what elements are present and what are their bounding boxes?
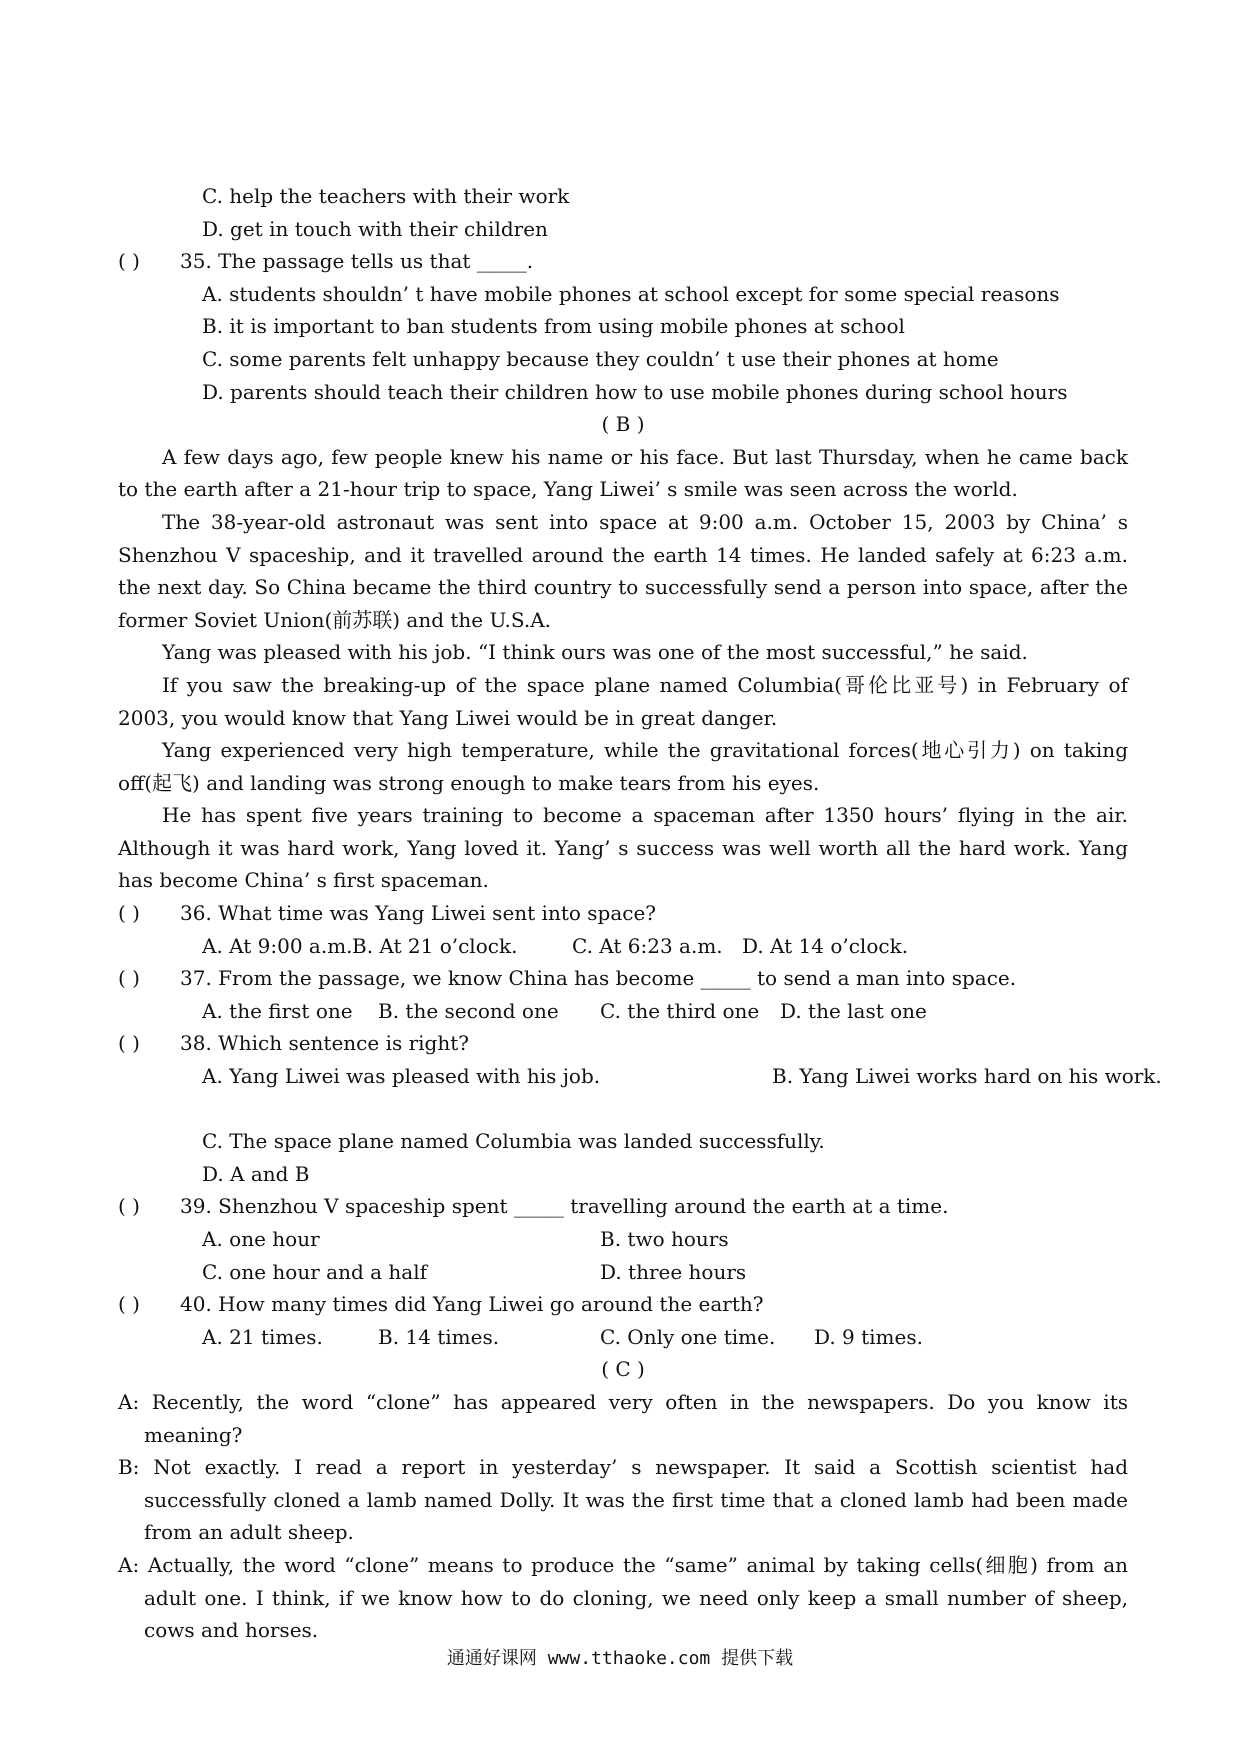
question-40 [118,1288,1128,1321]
q40-options [118,1321,1128,1354]
option-d: D. three hours [600,1259,747,1284]
q36-options [118,930,1128,963]
question-39 [118,1190,1128,1223]
dialogue-line: B: Not exactly. I read a report in yesterday’ s newspaper. It said a Scottish scientist had successfully cloned a lamb named Dolly. It was the first time that a cloned lamb had been made from an adult sheep. [118,1455,1128,1545]
q35-option-d: D. parents should teach their children how to use mobile phones during school hours [202,379,1068,404]
prev-option-d: D. get in touch with their children [202,216,548,241]
passage-paragraph: The 38-year-old astronaut was sent into space at 9:00 a.m. October 15, 2003 by China’ s Shenzhou V spaceship, and it travelled around the earth 14 times. He landed safely at 6:23 a.m. the next day. So China became the third country to successfully send a person into space, after the former Soviet Union(前苏联) and the U.S.A. [118,509,1128,632]
option-c: C. Only one time. [600,1324,776,1349]
option-a: A. Yang Liwei was pleased with his job. [202,1064,601,1089]
q35-option-b: B. it is important to ban students from using mobile phones at school [202,314,905,339]
option-a: A. At 9:00 a.m. [202,933,353,958]
passage-paragraph: If you saw the breaking-up of the space plane named Columbia(哥伦比亚号) in February of 2003, you would know that Yang Liwei would be in great danger. [118,672,1128,730]
option-d: D. A and B [202,1161,310,1186]
dialogue-line: A: Actually, the word “clone” means to produce the “same” animal by taking cells(细胞) from an adult one. I think, if we know how to do cloning, we need only keep a small number of sheep, cows and horses. [118,1552,1128,1643]
option-d: D. At 14 o’clock. [742,933,909,958]
option-b: B. two hours [600,1227,729,1251]
page-content [118,180,1162,1647]
option-c: C. one hour and a half [202,1259,427,1284]
question-36 [118,897,1128,930]
q38-options-ab [118,1060,1162,1093]
section-b-heading: ( B ) [601,412,645,437]
option-d: D. 9 times. [814,1324,923,1349]
question-stem: 36. What time was Yang Liwei sent into space? [180,901,657,926]
q39-options-cd [118,1256,1128,1289]
question-stem: 37. From the passage, we know China has become _____ to send a man into space. [180,966,1017,991]
q35-option-c: C. some parents felt unhappy because they couldn’ t use their phones at home [202,346,999,371]
option-a: A. one hour [202,1227,320,1251]
option-b: B. Yang Liwei works hard on his work. [772,1064,1162,1089]
q37-options [118,995,1128,1028]
question-stem: 38. Which sentence is right? [180,1031,469,1056]
question-stem: 35. The passage tells us that _____. [180,249,534,274]
option-b: B. 14 times. [378,1324,500,1349]
answer-blank: ( ) [118,1292,140,1317]
option-b: B. At 21 o’clock. [352,933,518,958]
answer-blank: ( ) [118,901,140,926]
answer-blank: ( ) [118,249,140,274]
question-stem: 40. How many times did Yang Liwei go around the earth? [180,1292,764,1317]
option-c: C. The space plane named Columbia was landed successfully. [202,1129,825,1154]
answer-blank: ( ) [118,966,140,991]
passage-paragraph: A few days ago, few people knew his name or his face. But last Thursday, when he came back to the earth after a 21-hour trip to space, Yang Liwei’ s smile was seen across the world. [118,444,1128,502]
option-b: B. the second one [378,998,559,1023]
passage-paragraph: He has spent five years training to become a spaceman after 1350 hours’ flying in the air. Although it was hard work, Yang loved it. Yang’ s success was well worth all the hard work. Yang has become China’ s first spaceman. [118,803,1128,893]
question-38 [118,1027,1128,1060]
prev-option-c: C. help the teachers with their work [202,184,570,208]
option-a: A. 21 times. [202,1324,323,1349]
question-37 [118,962,1128,995]
q39-options-ab [118,1223,1128,1256]
q35-option-a: A. students shouldn’ t have mobile phones at school except for some special reasons [202,281,1060,306]
option-c: C. the third one [600,998,760,1023]
page-footer: 通通好课网 www.tthaoke.com 提供下载 [446,1648,794,1669]
passage-paragraph: Yang experienced very high temperature, while the gravitational forces(地心引力) on taking off(起飞) and landing was strong enough to make tears from his eyes. [118,738,1128,795]
option-a: A. the first one [202,998,353,1023]
option-d: D. the last one [780,998,927,1023]
question-stem: 39. Shenzhou V spaceship spent _____ travelling around the earth at a time. [180,1194,949,1219]
option-c: C. At 6:23 a.m. [572,933,723,958]
dialogue-line: A: Recently, the word “clone” has appeared very often in the newspapers. Do you know its meaning? [118,1389,1128,1447]
section-c-heading: ( C ) [601,1357,645,1382]
answer-blank: ( ) [118,1031,140,1056]
question-35 [118,245,1128,278]
passage-paragraph: Yang was pleased with his job. “I think ours was one of the most successful,” he said. [162,640,1028,665]
answer-blank: ( ) [118,1194,140,1219]
